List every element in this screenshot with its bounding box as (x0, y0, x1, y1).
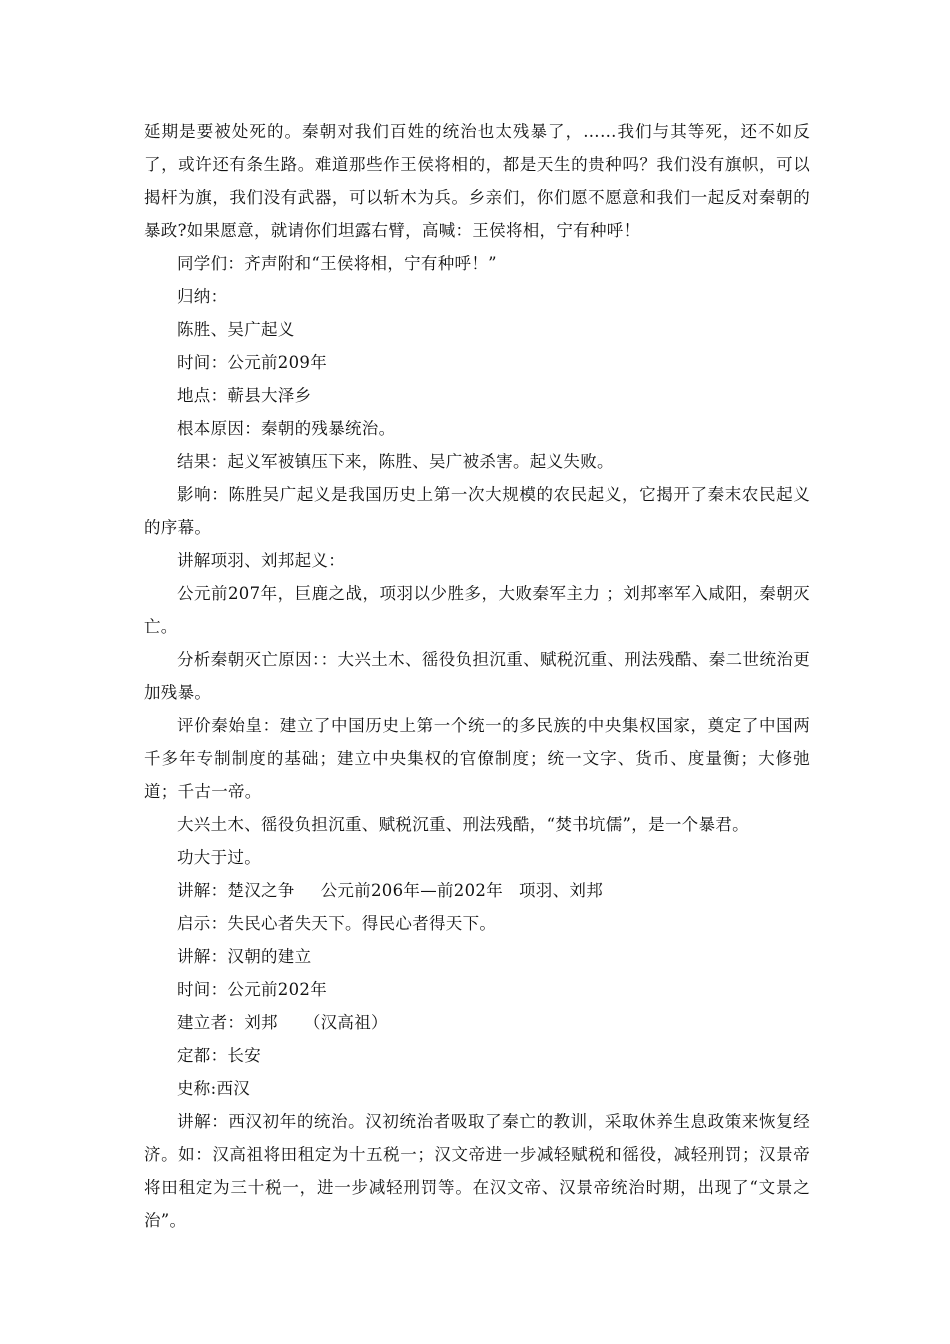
paragraph-uprising-title: 陈胜、吴广起义 (177, 320, 295, 339)
paragraph-han-founder (144, 1006, 810, 1039)
chu-han-label: 讲解：楚汉之争 (177, 881, 295, 900)
paragraph-uprising-speech: 延期是要被处死的。秦朝对我们百姓的统治也太残暴了，……我们与其等死，还不如反了，或许还有条生路。难道那些作王侯将相的，都是天生的贵种吗？我们没有旗帜，可以揭杆为旗，我们没有武器，可以斩木为兵。乡亲们，你们愿不愿意和我们一起反对秦朝的暴政?如果愿意，就请你们坦露右臂，高喊：王侯将相，宁有种呼！ (144, 122, 810, 240)
paragraph-summary-heading: 归纳： (177, 287, 228, 306)
paragraph-han-founding-heading: 讲解：汉朝的建立 (177, 947, 312, 966)
paragraph-han-founding-time: 时间：公元前202年 (177, 980, 327, 999)
paragraph-uprising-cause: 根本原因：秦朝的残暴统治。 (177, 419, 396, 438)
paragraph-chu-han-contention (144, 874, 810, 907)
paragraph-julu-battle: 公元前207年，巨鹿之战，项羽以少胜多，大败秦军主力 ；刘邦率军入咸阳，秦朝灭亡。 (144, 584, 810, 636)
paragraph-han-capital: 定都：长安 (177, 1046, 261, 1065)
paragraph-uprising-result: 结果：起义军被镇压下来，陈胜、吴广被杀害。起义失败。 (177, 452, 614, 471)
paragraph-uprising-place: 地点：蕲县大泽乡 (177, 386, 312, 405)
paragraph-early-western-han: 讲解：西汉初年的统治。汉初统治者吸取了秦亡的教训，采取休养生息政策来恢复经济。如：汉高祖将田租定为十五税一；汉文帝进一步减轻赋税和徭役，减轻刑罚；汉景帝将田租定为三十税一，进一步减轻刑罚等。在汉文帝、汉景帝统治时期，出现了“文景之治”。 (144, 1112, 810, 1230)
chu-han-period: 公元前206年—前202年 (320, 881, 503, 900)
paragraph-qinshihuang-evaluation: 评价秦始皇：建立了中国历史上第一个统一的多民族的中央集权国家，奠定了中国两千多年专制制度的基础；建立中央集权的官僚制度；统一文字、货币、度量衡；大修弛道；千古一帝。 (144, 716, 810, 801)
founder-label: 建立者：刘邦 (177, 1013, 278, 1032)
paragraph-qin-fall-reasons: 分析秦朝灭亡原因：：大兴土木、徭役负担沉重、赋税沉重、刑法残酷、秦二世统治更加残暴。 (144, 650, 810, 702)
paragraph-lesson: 启示：失民心者失天下。得民心者得天下。 (177, 914, 497, 933)
paragraph-uprising-impact: 影响：陈胜吴广起义是我国历史上第一次大规模的农民起义，它揭开了秦末农民起义的序幕。 (144, 485, 810, 537)
founder-title: （汉高祖） (303, 1013, 388, 1032)
document-body (144, 115, 810, 1237)
paragraph-xiang-liu-heading: 讲解项羽、刘邦起义： (177, 551, 345, 570)
paragraph-tyrant-note: 大兴土木、徭役负担沉重、赋税沉重、刑法残酷，“焚书坑儒”，是一个暴君。 (177, 815, 749, 834)
paragraph-uprising-time: 时间：公元前209年 (177, 353, 327, 372)
paragraph-merits-outweigh: 功大于过。 (177, 848, 261, 867)
chu-han-people: 项羽、刘邦 (519, 881, 603, 900)
paragraph-han-historical-name: 史称:西汉 (177, 1079, 251, 1098)
paragraph-students-response: 同学们：齐声附和“王侯将相，宁有种呼！” (177, 254, 497, 273)
